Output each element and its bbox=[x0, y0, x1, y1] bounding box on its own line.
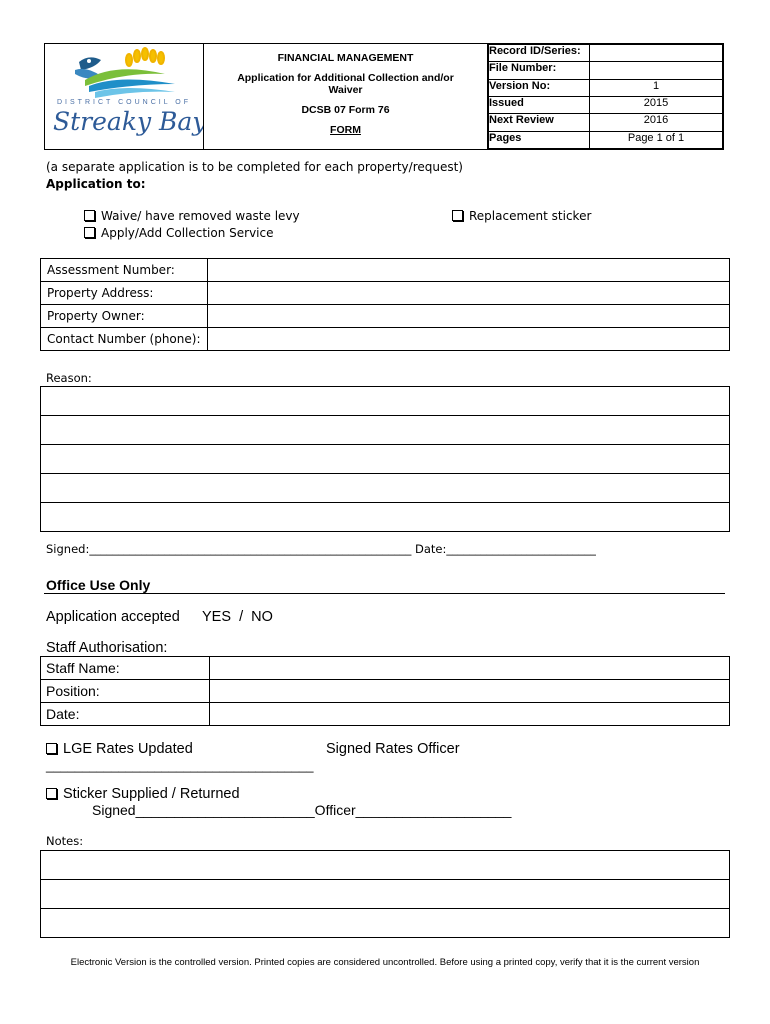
checkbox-icon[interactable] bbox=[452, 210, 463, 221]
reason-line[interactable] bbox=[41, 416, 730, 445]
intro-note: (a separate application is to be completed for each property/request) bbox=[46, 160, 463, 174]
option-apply-label: Apply/Add Collection Service bbox=[101, 226, 274, 240]
doc-title: Application for Additional Collection and/or Waiver bbox=[237, 72, 454, 96]
property-table bbox=[40, 258, 730, 351]
checkbox-icon[interactable] bbox=[46, 788, 57, 799]
meta-key: Next Review bbox=[489, 114, 590, 131]
option-replacement-label: Replacement sticker bbox=[469, 209, 592, 223]
meta-value: 2016 bbox=[590, 114, 723, 131]
application-to-label: Application to: bbox=[46, 177, 146, 191]
logo-upper-text: DISTRICT COUNCIL OF bbox=[57, 99, 192, 106]
office-use-divider bbox=[44, 593, 725, 594]
notes-table bbox=[40, 850, 730, 938]
meta-cell bbox=[488, 44, 724, 150]
date-label: Date: bbox=[41, 703, 210, 726]
meta-key: Issued bbox=[489, 96, 590, 113]
assessment-number-field[interactable] bbox=[208, 259, 730, 282]
meta-value: 2015 bbox=[590, 96, 723, 113]
position-field[interactable] bbox=[210, 680, 730, 703]
table-row bbox=[41, 680, 730, 703]
checkbox-icon[interactable] bbox=[46, 743, 57, 754]
meta-value: Page 1 of 1 bbox=[590, 131, 723, 148]
staff-name-label: Staff Name: bbox=[41, 657, 210, 680]
option-apply[interactable] bbox=[84, 226, 274, 240]
notes-label: Notes: bbox=[46, 834, 84, 848]
footer-disclaimer: Electronic Version is the controlled version. Printed copies are considered uncontrolled. Before using a printed copy, verify that it is the current version bbox=[70, 957, 700, 968]
logo-cell bbox=[45, 44, 204, 150]
council-logo bbox=[45, 44, 203, 144]
reason-line[interactable] bbox=[41, 503, 730, 532]
checkbox-icon[interactable] bbox=[84, 227, 95, 238]
accepted-yes-no[interactable]: YES / NO bbox=[202, 609, 273, 625]
meta-value: 1 bbox=[590, 79, 723, 96]
staff-name-field[interactable] bbox=[210, 657, 730, 680]
property-owner-field[interactable] bbox=[208, 305, 730, 328]
table-row bbox=[41, 657, 730, 680]
table-row bbox=[41, 328, 730, 351]
notes-line[interactable] bbox=[41, 851, 730, 880]
meta-value bbox=[590, 62, 723, 79]
table-row bbox=[41, 305, 730, 328]
checkbox-icon[interactable] bbox=[84, 210, 95, 221]
sticker-signature-line: Signed_______________________Officer____________________ bbox=[92, 802, 512, 818]
date-field[interactable] bbox=[210, 703, 730, 726]
lge-rates-label: LGE Rates Updated bbox=[63, 741, 193, 757]
meta-key: Pages bbox=[489, 131, 590, 148]
staff-authorisation-label: Staff Authorisation: bbox=[46, 640, 168, 656]
header-table bbox=[44, 43, 724, 150]
table-row bbox=[41, 703, 730, 726]
reason-line[interactable] bbox=[41, 387, 730, 416]
title-cell bbox=[204, 44, 488, 150]
option-waive[interactable] bbox=[84, 209, 300, 223]
staff-table bbox=[40, 656, 730, 726]
notes-line[interactable] bbox=[41, 880, 730, 909]
reason-line[interactable] bbox=[41, 445, 730, 474]
meta-table bbox=[488, 44, 723, 149]
reason-line[interactable] bbox=[41, 474, 730, 503]
option-replacement[interactable] bbox=[452, 209, 591, 223]
contact-number-field[interactable] bbox=[208, 328, 730, 351]
meta-key: File Number: bbox=[489, 62, 590, 79]
contact-number-label: Contact Number (phone): bbox=[41, 328, 208, 351]
notes-line[interactable] bbox=[41, 909, 730, 938]
doc-form-label: FORM bbox=[330, 124, 361, 136]
position-label: Position: bbox=[41, 680, 210, 703]
sticker-supplied-label: Sticker Supplied / Returned bbox=[63, 786, 240, 802]
meta-value bbox=[590, 45, 723, 62]
meta-key: Record ID/Series: bbox=[489, 45, 590, 62]
application-accepted-label: Application accepted bbox=[46, 609, 180, 625]
reason-label: Reason: bbox=[46, 371, 92, 385]
signed-rates-officer-label: Signed Rates Officer bbox=[326, 741, 460, 757]
lge-rates-item[interactable] bbox=[46, 741, 193, 757]
signed-date-line: Signed:________________________________________________________ Date:__________________________ bbox=[46, 542, 596, 556]
doc-form-number: DCSB 07 Form 76 bbox=[301, 104, 390, 116]
table-row bbox=[41, 259, 730, 282]
property-address-label: Property Address: bbox=[41, 282, 208, 305]
lge-signature-line: _____________________________________ bbox=[46, 758, 314, 773]
table-row bbox=[41, 282, 730, 305]
assessment-number-label: Assessment Number: bbox=[41, 259, 208, 282]
property-address-field[interactable] bbox=[208, 282, 730, 305]
meta-key: Version No: bbox=[489, 79, 590, 96]
logo-name-text: Streaky Bay bbox=[53, 107, 203, 136]
reason-table bbox=[40, 386, 730, 532]
office-use-heading: Office Use Only bbox=[46, 577, 151, 593]
option-waive-label: Waive/ have removed waste levy bbox=[101, 209, 300, 223]
doc-section-title: FINANCIAL MANAGEMENT bbox=[277, 52, 414, 64]
sticker-supplied-item[interactable] bbox=[46, 786, 240, 802]
property-owner-label: Property Owner: bbox=[41, 305, 208, 328]
